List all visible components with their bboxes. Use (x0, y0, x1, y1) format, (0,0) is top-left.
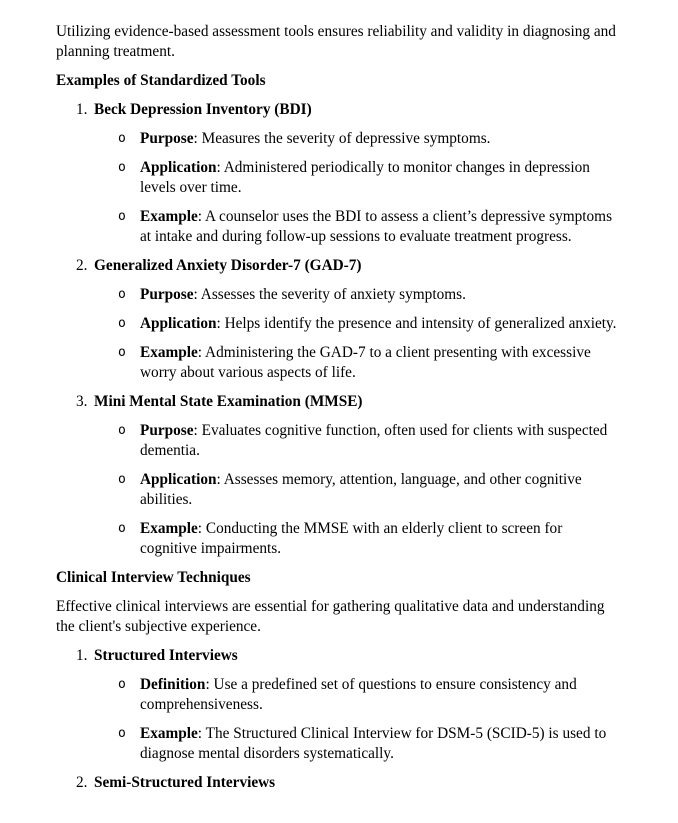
list-number: 2. (76, 774, 88, 791)
section-heading-standardized-tools: Examples of Standardized Tools (56, 72, 266, 89)
bullet-text (140, 343, 622, 383)
bullet-text (140, 519, 622, 559)
list-number: 3. (76, 393, 88, 410)
list-item-structured-interviews (56, 646, 622, 666)
bullet-text (140, 129, 622, 149)
bullet-text (140, 470, 622, 510)
bullet-body: : Administered periodically to monitor changes in depression levels over time. (140, 159, 590, 196)
bullet-marker: o (118, 209, 126, 224)
bullet-item-structured-definition (56, 675, 622, 715)
section-heading-clinical-interview: Clinical Interview Techniques (56, 569, 251, 586)
bullet-body: : Evaluates cognitive function, often used for clients with suspected dementia. (140, 422, 608, 459)
bullet-body: : Measures the severity of depressive symptoms. (193, 130, 491, 147)
bullet-marker: o (118, 726, 126, 741)
bullet-label: Purpose (140, 286, 194, 303)
list-item-bdi (56, 100, 622, 120)
list-item-title: Mini Mental State Examination (MMSE) (94, 393, 363, 410)
list-number: 1. (76, 647, 88, 664)
bullet-body: : Assesses the severity of anxiety symptoms. (193, 286, 466, 303)
bullet-label: Application (140, 471, 217, 488)
bullet-marker: o (118, 521, 126, 536)
list-item-title: Beck Depression Inventory (BDI) (94, 101, 312, 118)
bullet-item-mmse-example (56, 519, 622, 559)
bullet-text (140, 421, 622, 461)
bullet-label: Purpose (140, 422, 194, 439)
bullet-label: Application (140, 159, 217, 176)
bullet-body: : Use a predefined set of questions to ensure consistency and comprehensiveness. (140, 676, 577, 713)
bullet-marker: o (118, 677, 126, 692)
list-number: 1. (76, 101, 88, 118)
intro-paragraph: Utilizing evidence-based assessment tools ensures reliability and validity in diagnosing and planning treatment. (56, 23, 616, 60)
bullet-body: : Helps identify the presence and intensity of generalized anxiety. (216, 315, 617, 332)
bullet-label: Example (140, 208, 198, 225)
bullet-body: : Assesses memory, attention, language, and other cognitive abilities. (140, 471, 582, 508)
bullet-item-structured-example (56, 724, 622, 764)
bullet-text (140, 675, 622, 715)
bullet-body: : Conducting the MMSE with an elderly client to screen for cognitive impairments. (140, 520, 563, 557)
list-item-semi-structured-interviews (56, 773, 622, 793)
bullet-marker: o (118, 423, 126, 438)
bullet-marker: o (118, 472, 126, 487)
bullet-label: Example (140, 520, 198, 537)
bullet-body: : The Structured Clinical Interview for DSM-5 (SCID-5) is used to diagnose mental disorders systematically. (140, 725, 607, 762)
bullet-item-mmse-application (56, 470, 622, 510)
list-item-title: Structured Interviews (94, 647, 238, 664)
list-item-gad7 (56, 256, 622, 276)
bullet-label: Example (140, 725, 198, 742)
bullet-label: Purpose (140, 130, 194, 147)
bullet-item-mmse-purpose (56, 421, 622, 461)
bullet-item-gad7-application (56, 314, 622, 334)
bullet-item-bdi-application (56, 158, 622, 198)
bullet-body: : A counselor uses the BDI to assess a client’s depressive symptoms at intake and during follow-up sessions to evaluate treatment progress. (140, 208, 613, 245)
bullet-text (140, 285, 622, 305)
bullet-marker: o (118, 160, 126, 175)
bullet-marker: o (118, 316, 126, 331)
bullet-marker: o (118, 345, 126, 360)
bullet-label: Definition (140, 676, 206, 693)
bullet-text (140, 207, 622, 247)
bullet-label: Application (140, 315, 217, 332)
bullet-marker: o (118, 287, 126, 302)
bullet-text (140, 314, 622, 334)
bullet-marker: o (118, 131, 126, 146)
list-number: 2. (76, 257, 88, 274)
bullet-text (140, 724, 622, 764)
bullet-label: Example (140, 344, 198, 361)
bullet-text (140, 158, 622, 198)
bullet-item-bdi-purpose (56, 129, 622, 149)
list-item-title: Semi-Structured Interviews (94, 774, 276, 791)
bullet-body: : Administering the GAD-7 to a client presenting with excessive worry about various aspects of life. (140, 344, 591, 381)
list-item-mmse (56, 392, 622, 412)
bullet-item-bdi-example (56, 207, 622, 247)
bullet-item-gad7-example (56, 343, 622, 383)
list-item-title: Generalized Anxiety Disorder-7 (GAD-7) (94, 257, 362, 274)
clinical-interview-lead-paragraph: Effective clinical interviews are essential for gathering qualitative data and understanding the client's subjective experience. (56, 598, 605, 635)
bullet-item-gad7-purpose (56, 285, 622, 305)
